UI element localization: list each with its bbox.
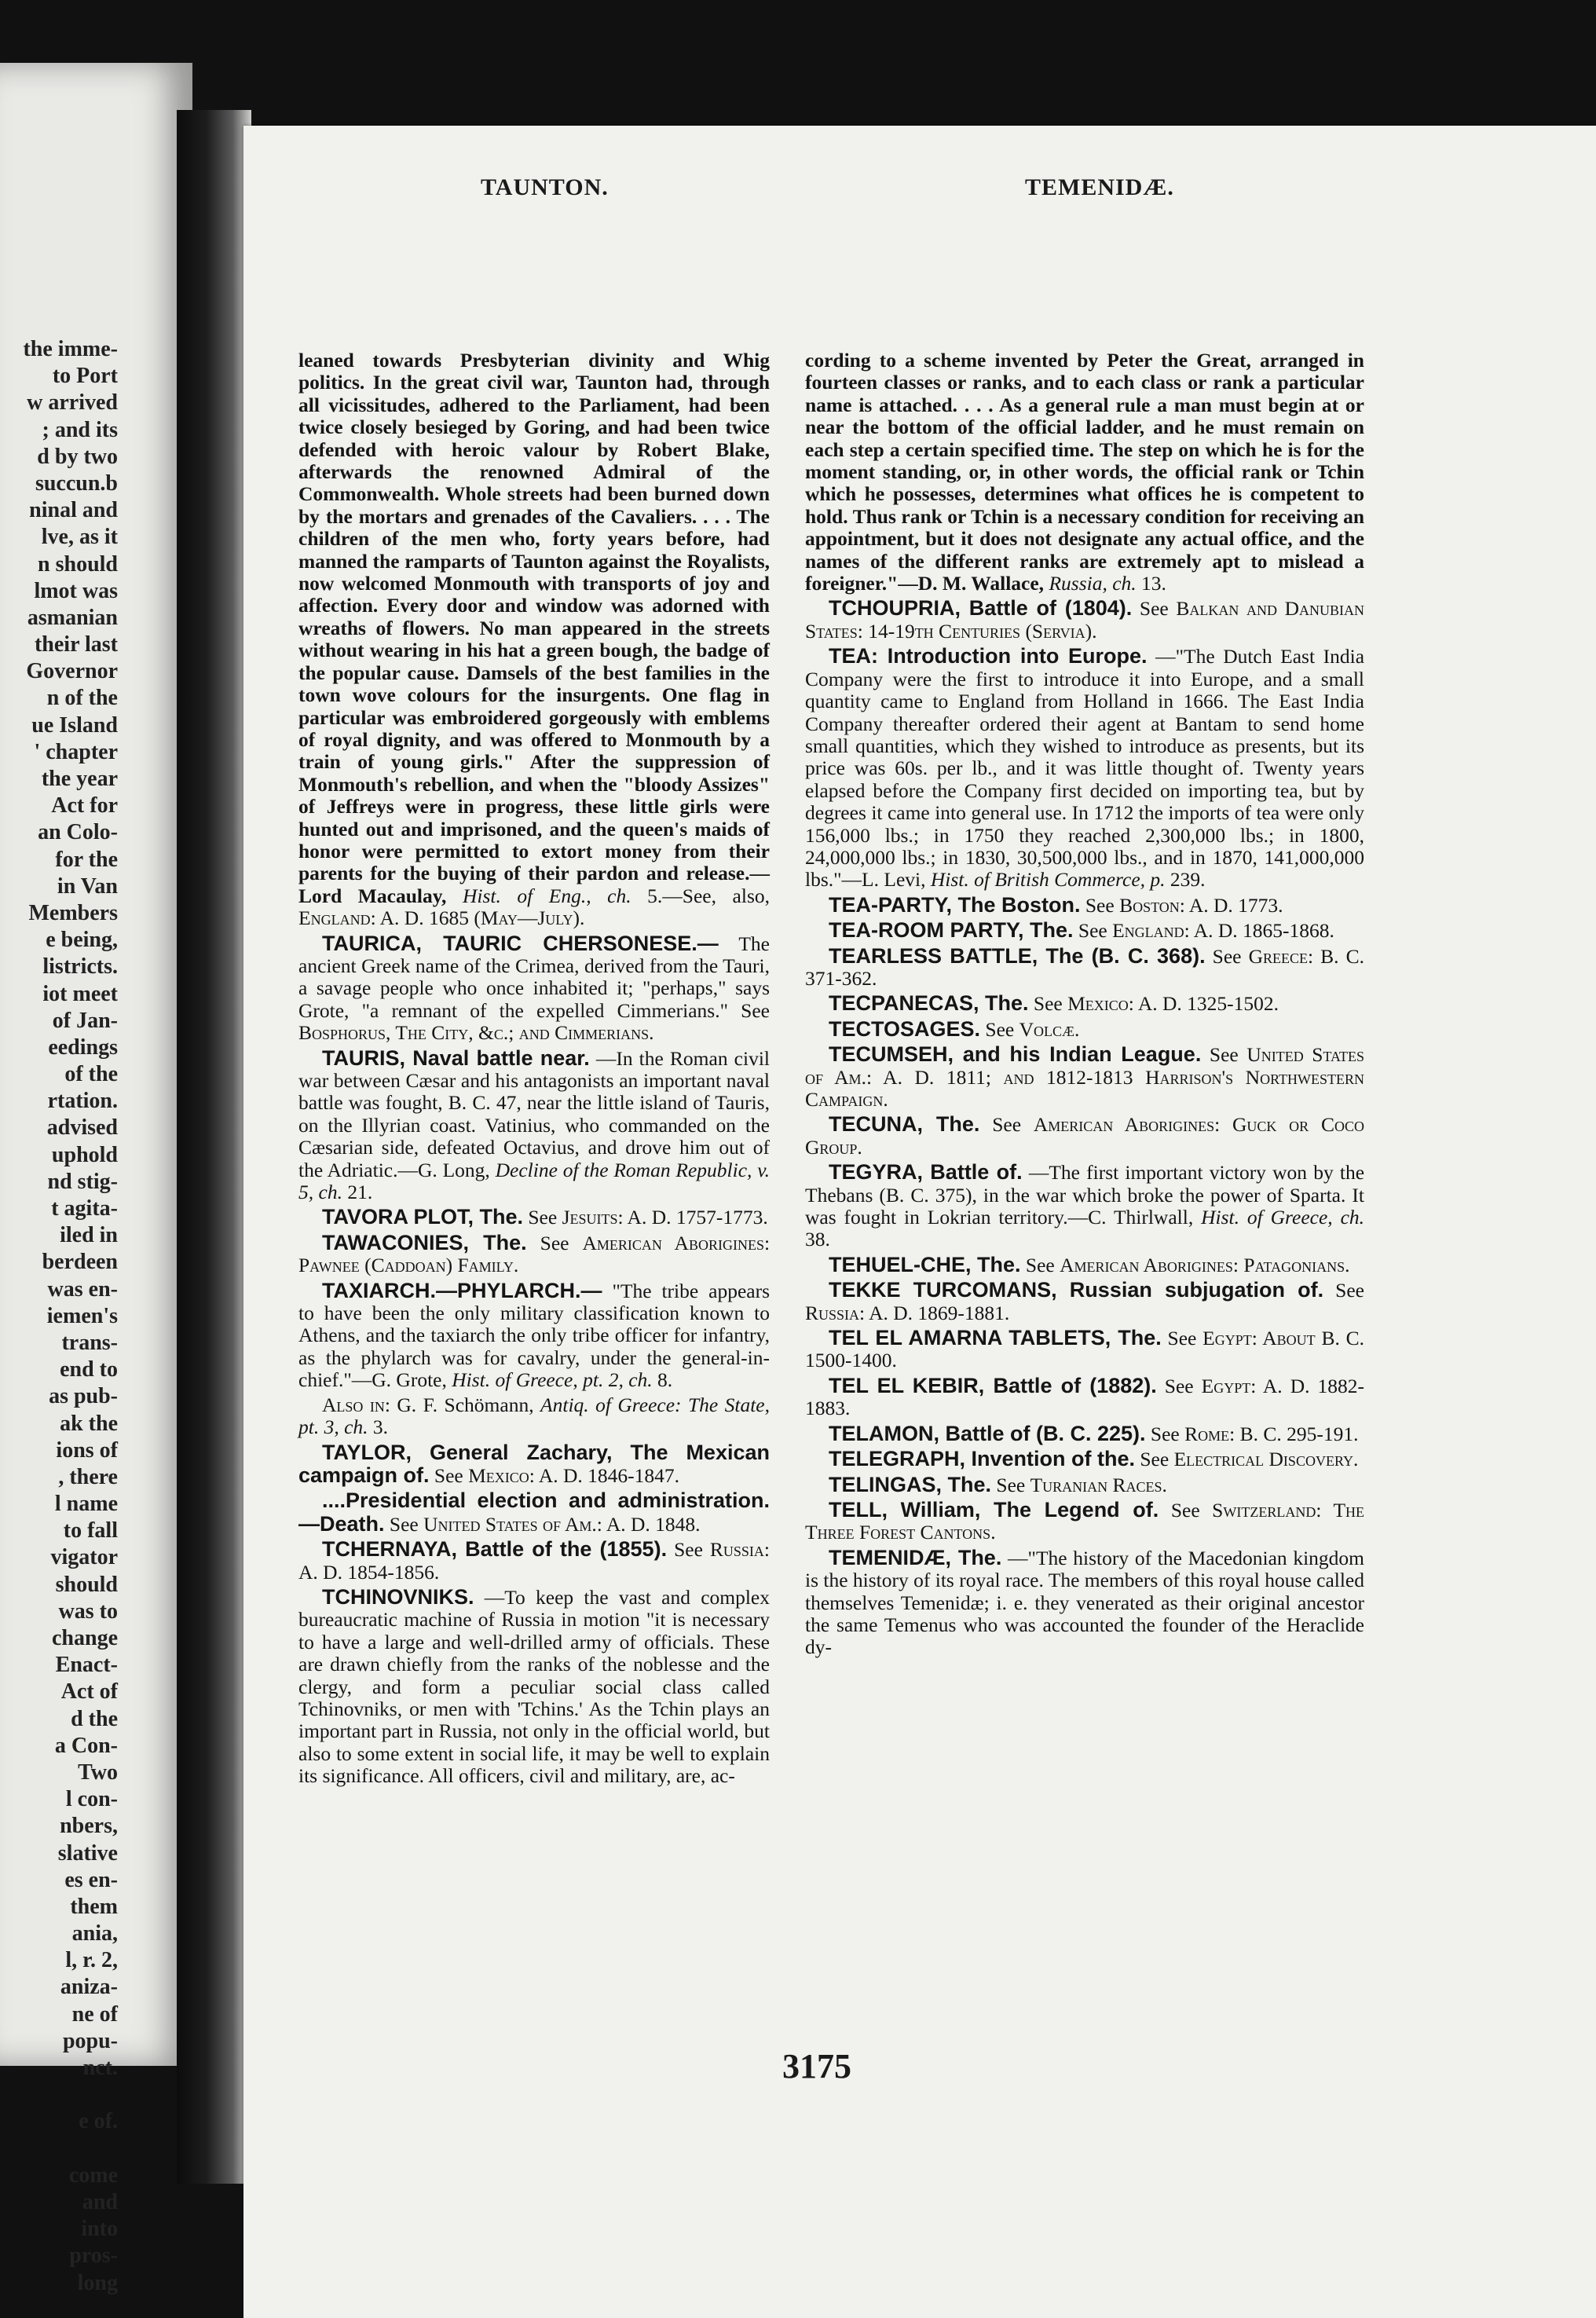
fragment-line: rtation. [47,1089,118,1114]
dictionary-entry: TEA: Introduction into Europe. —"The Dutch East India Company were the first to introduce it into Europe, and a small quantity came to England from Holland in 1666. The East India Company thereafter ordered their agent at Bantam to send home small quantities, which they wished to introduce as presents, but its price was 60s. per lb., and it was little thought of. Twenty years elapsed before the Company first decided on importing tea, but by degrees it came into general use. In 1712 the imports of tea were only 156,000 lbs.; in 1750 they reached 2,300,000 lbs.; in 1800, 24,000,000 lbs.; in 1830, 30,500,000 lbs., and in 1870, 141,000,000 lbs."—L. Levi, Hist. of British Commerce, p. 239. [805,644,1365,892]
continuation-text: leaned towards Presbyterian divinity and Whig politics. In the great civil war, Taunton had, through all vicissitudes, adhered to the Parliament, had been twice closely besieged by Goring, and had been twice defended with heroic valour by Robert Blake, afterwards the renowned Admiral of the Commonwealth. Whole streets had been burned down by the mortars and grenades of the Cavaliers. . . . The children of the men who, forty years before, had manned the ramparts of Taunton against the Royalists, now welcomed Monmouth with transports of joy and affection. Every door and window was adorned with wreaths of flowers. No man appeared in the streets without wearing in his hat a green bough, the badge of the popular cause. Damsels of the best families in the town wove colours for the insurgents. One flag in particular was embroidered gorgeously with emblems of royal dignity, and was offered to Monmouth by a train of young girls." After the suppression of Monmouth's rebellion, and when the "bloody Assizes" of Jeffreys were in progress, these little girls were hunted out and imprisoned, and the queen's maids of honor were permitted to extort money from their parents for the buying of their pardon and release.—Lord Macaulay, Hist. of Eng., ch. 5.—See, also, England: A. D. 1685 (May—July). [298,349,770,930]
fragment-line: their last [34,632,118,657]
dictionary-entry: TECUMSEH, and his Indian League. See United States of Am.: A. D. 1811; and 1812-1813 Harrison's Northwestern Campaign. [805,1042,1365,1111]
facing-page-text [0,336,118,2297]
fragment-line: Act of [60,1679,118,1705]
dictionary-entry: TEA-ROOM PARTY, The. See England: A. D. 1865-1868. [829,918,1334,943]
dictionary-entry: TEMENIDÆ, The. —"The history of the Macedonian kingdom is the history of its royal race. The members of this royal house called themselves Temenidæ; i. e. they venerated as their original ancestor the same Temenus who was accounted the founder of the Heraclide dy- [805,1545,1364,1659]
fragment-line: in Van [57,873,118,899]
gutter-shadow [177,110,251,2184]
fragment-line: berdeen [42,1250,118,1275]
fragment-line: Two [78,1760,118,1785]
fragment-line: succun.b [35,471,118,496]
fragment-line: of Jan- [52,1008,118,1033]
fragment-line: change [52,1626,118,1650]
fragment-line: should [55,1572,118,1597]
dictionary-entry: TEKKE TURCOMANS, Russian subjugation of. See Russia: A. D. 1869-1881. [805,1278,1364,1324]
dictionary-entry: TAVORA PLOT, The. See Jesuits: A. D. 1757-1773. [322,1205,768,1229]
fragment-line: a Con- [54,1733,118,1758]
fragment-line: trans- [61,1330,118,1355]
fragment-line: lve, as it [41,525,118,550]
dictionary-entry: Also in: G. F. Schömann, Antiq. of Greece: The State, pt. 3, ch. 3. [298,1393,770,1439]
fragment-line: ' chapter [34,739,118,764]
fragment-line: for the [55,847,118,872]
dictionary-entry: TECUNA, The. See American Aborigines: Guck or Coco Group. [805,1112,1364,1159]
fragment-line: come [68,2162,118,2188]
dictionary-entry: TELL, William, The Legend of. See Switzerland: The Three Forest Cantons. [805,1497,1365,1544]
fragment-line: l, r. 2, [65,1948,118,1973]
fragment-line: t agita- [51,1196,118,1221]
fragment-line: Act for [51,793,118,818]
dictionary-entry: TELAMON, Battle of (B. C. 225). See Rome: B. C. 295-191. [829,1421,1359,1445]
fragment-line: d by two [37,444,118,469]
fragment-line: iled in [60,1223,118,1248]
fragment-line: to Port [52,364,118,389]
fragment-line: n of the [46,686,118,711]
fragment-line: l name [54,1492,118,1517]
fragment-line: them [70,1894,118,1919]
dictionary-entry: TEARLESS BATTLE, The (B. C. 368). See Greece: B. C. 371-362. [805,943,1365,990]
dictionary-entry: TEA-PARTY, The Boston. See Boston: A. D. 1773. [829,892,1283,917]
dictionary-entry: ....Presidential election and administration.—Death. See United States of Am.: A. D. 1848. [298,1489,770,1536]
dictionary-entry: TAXIARCH.—PHYLARCH.— "The tribe appears to have been the only military classification known to Athens, and the taxiarch the only tribe officer for infantry, as the phylarch was for cavalry, under the general-in-chief."—G. Grote, Hist. of Greece, pt. 2, ch. 8. [298,1278,771,1392]
fragment-line [0,2136,118,2162]
fragment-line: advised [46,1115,118,1141]
fragment-line [0,2082,118,2108]
fragment-line: , there [58,1464,118,1489]
fragment-line: Members [28,900,118,925]
dictionary-entry: TCHINOVNIKS. —To keep the vast and complex bureaucratic machine of Russia in motion "it is necessary to have a large and well-drilled army of officials. These are drawn chiefly from the ranks of the noblesse and the clergy, and form a peculiar social class called Tchinovniks, or men with 'Tchins.' As the Tchin plays an important part in Russia, not only in the official world, but also to some extent in social life, it may be well to explain its significance. All officers, civil and military, are, ac- [298,1584,770,1788]
fragment-line: the year [41,767,118,791]
fragment-line: pros- [69,2243,118,2269]
dictionary-entry: TAWACONIES, The. See American Aborigines: Pawnee (Caddoan) Family. [298,1230,771,1277]
fragment-line: into [81,2217,118,2242]
fragment-line: was en- [47,1276,118,1302]
fragment-line: of the [64,1062,118,1087]
fragment-line: ; and its [42,417,118,442]
fragment-line: was to [58,1598,118,1624]
dictionary-entry: TEHUEL-CHE, The. See American Aborigines: Patagonians. [829,1252,1350,1276]
fragment-line: to fall [63,1518,118,1544]
right-column [805,350,1364,1659]
fragment-line: es en- [64,1867,118,1892]
running-head-right: TEMENIDÆ. [1025,174,1174,200]
left-column [298,350,770,1788]
fragment-line: aniza- [60,1975,118,2000]
dictionary-entry: TELINGAS, The. See Turanian Races. [829,1472,1167,1496]
fragment-line: eedings [48,1034,118,1060]
left-entries [298,932,770,1788]
fragment-line: asmanian [27,605,118,630]
fragment-line: ania, [71,1921,118,1946]
dictionary-entry: TEL EL AMARNA TABLETS, The. See Egypt: About B. C. 1500-1400. [805,1326,1365,1372]
continuation-text: cording to a scheme invented by Peter the Great, arranged in fourteen classes or ranks, and to each class or rank a particular name is attached. . . . As a general rule a man must begin at or near the bottom of the official ladder, and he must remain on each step a certain specified time. The step on which he is for the moment standing, or, in other words, the official rank or Tchin which he possesses, determines what offices he is competent to hold. Thus rank or Tchin is a necessary condition for receiving an appointment, but it does not designate any actual office, and the names of the different ranks are extremely apt to mislead a foreigner."—D. M. Wallace, Russia, ch. 13. [805,349,1364,595]
fragment-line: iemen's [46,1303,118,1328]
fragment-line: uphold [51,1142,118,1167]
dictionary-entry: TECPANECAS, The. See Mexico: A. D. 1325-1502. [829,991,1279,1016]
dictionary-entry: TECTOSAGES. See Volcæ. [829,1016,1080,1041]
fragment-line: nd stig- [47,1169,118,1194]
fragment-line: end to [60,1357,118,1382]
dictionary-entry: TCHERNAYA, Battle of the (1855). See Russia: A. D. 1854-1856. [298,1537,771,1584]
fragment-line: an Colo- [38,820,118,845]
fragment-line: the imme- [23,337,118,361]
dictionary-entry: TEL EL KEBIR, Battle of (1882). See Egypt: A. D. 1882-1883. [805,1373,1364,1420]
fragment-line: long [77,2270,118,2295]
dictionary-entry: TCHOUPRIA, Battle of (1804). See Balkan and Danubian States: 14-19th Centuries (Servia). [805,596,1364,643]
fragment-line: nct. [82,2056,118,2080]
fragment-line: ue Island [31,712,118,738]
dictionary-entry: TEGYRA, Battle of. —The first important victory won by the Thebans (B. C. 375), in the war which broke the power of Sparta. It was fought in Lokrian territory.—C. Thirlwall, Hist. of Greece, ch. 38. [805,1160,1365,1251]
fragment-line: ninal and [29,498,118,523]
dictionary-entry: TAURICA, TAURIC CHERSONESE.— The ancient Greek name of the Crimea, derived from the Tauri, a savage people who once inhabited it; "perhaps," says Grote, "a remnant of the expelled Cimmerians." See Bosphorus, The City, &c.; and Cimmerians. [298,931,771,1045]
fragment-line: n should [38,551,118,577]
fragment-line: nbers, [60,1814,118,1839]
fragment-line: w arrived [27,390,118,416]
fragment-line: l con- [65,1787,118,1812]
right-entries [805,597,1364,1658]
fragment-line: ions of [56,1437,118,1463]
dictionary-entry: TAURIS, Naval battle near. —In the Roman civil war between Cæsar and his antagonists an important naval battle was fought, B. C. 47, near the little island of Tauris, on the Illyrian coast. Vatinius, who commanded on the Cæsarian side, defeated Octavius, and drove him out of the Adriatic.—G. Long, Decline of the Roman Republic, v. 5, ch. 21. [298,1045,770,1204]
fragment-line: slative [57,1840,118,1866]
dictionary-entry: TAYLOR, General Zachary, The Mexican campaign of. See Mexico: A. D. 1846-1847. [298,1440,770,1487]
fragment-line: e being, [46,928,118,953]
fragment-line: Governor [26,659,118,684]
fragment-line: ak the [60,1411,118,1436]
fragment-line: vigator [50,1545,118,1570]
fragment-line: listricts. [42,954,118,980]
page-number: 3175 [782,2047,851,2085]
running-head-left: TAUNTON. [481,174,609,200]
fragment-line: e of. [79,2109,118,2134]
fragment-line: iot meet [42,981,118,1006]
fragment-line: as pub- [49,1384,118,1409]
fragment-line: popu- [62,2028,118,2053]
fragment-line: lmot was [34,578,118,603]
fragment-line: Enact- [55,1653,118,1678]
dictionary-entry: TELEGRAPH, Invention of the. See Electrical Discovery. [829,1447,1359,1471]
fragment-line: ne of [71,2001,118,2027]
fragment-line: d the [71,1706,118,1731]
fragment-line: and [82,2189,118,2214]
facing-page-fragment [0,63,192,2295]
